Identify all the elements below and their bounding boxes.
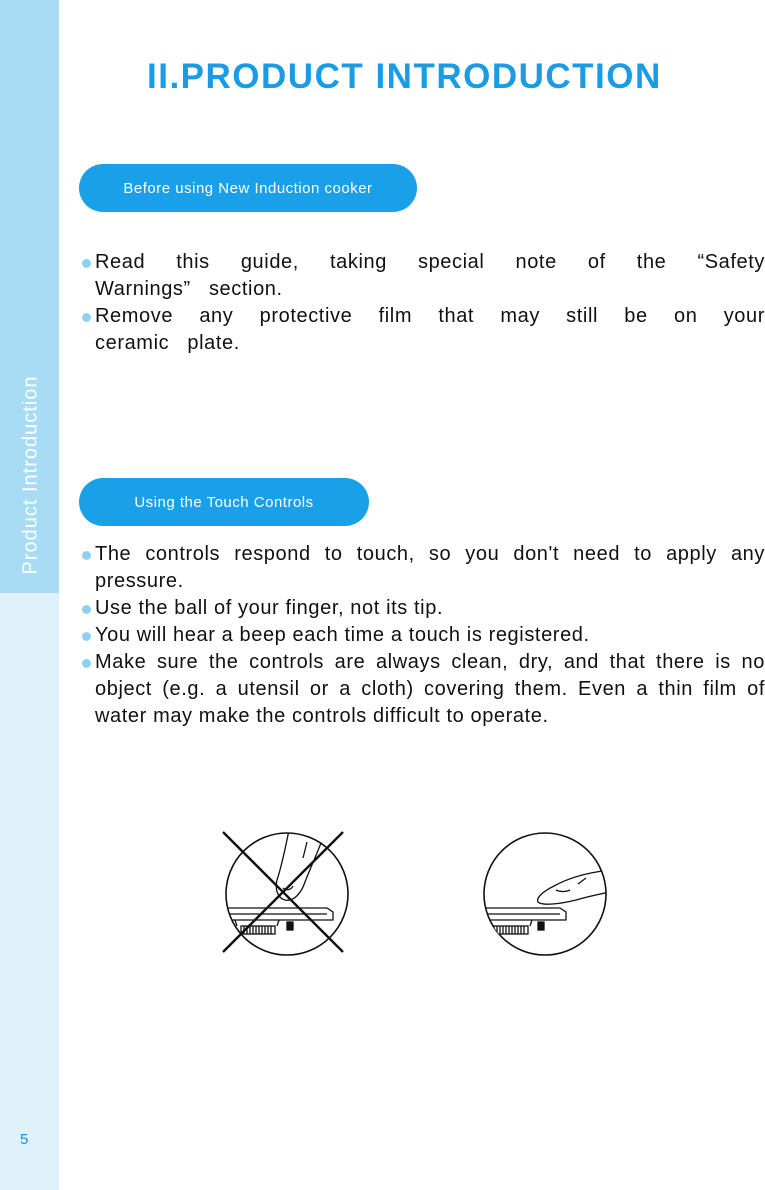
list-item (79, 649, 765, 730)
fingertip-touch-crossed-icon (215, 828, 355, 958)
list-item-text: You will hear a beep each time a touch is registered. (95, 624, 590, 646)
list-item-text: The controls respond to touch, so you don't need to apply any pressure. (95, 543, 765, 592)
bullet-dot-icon (82, 605, 91, 614)
bullet-dot-icon (82, 551, 91, 560)
list-item (79, 249, 765, 303)
section-heading-touch-controls: Using the Touch Controls (79, 478, 369, 526)
list-item (79, 595, 765, 622)
section-heading-before-use: Before using New Induction cooker (79, 164, 417, 212)
bullet-dot-icon (82, 632, 91, 641)
list-item (79, 541, 765, 595)
list-item (79, 303, 765, 357)
finger-ball-touch-icon (480, 828, 610, 958)
page-title: II.PRODUCT INTRODUCTION (147, 57, 662, 96)
bullet-dot-icon (82, 659, 91, 668)
bullet-dot-icon (82, 259, 91, 268)
before-use-list (79, 249, 765, 357)
list-item-text: Make sure the controls are always clean, dry, and that there is no object (e.g. a utensil or a cloth) covering them. Even a thin film of water may make the controls difficult to operate. (95, 651, 765, 727)
side-band-lower (0, 593, 59, 1190)
list-item-text: Remove any protective film that may still be on your ceramic plate. (95, 305, 765, 354)
section-side-label: Product Introduction (19, 375, 42, 575)
list-item-text: Use the ball of your finger, not its tip. (95, 597, 444, 619)
page-number: 5 (20, 1131, 29, 1148)
list-item-text: Read this guide, taking special note of the “Safety Warnings” section. (95, 251, 765, 300)
bullet-dot-icon (82, 313, 91, 322)
touch-controls-list (79, 541, 765, 730)
list-item (79, 622, 765, 649)
